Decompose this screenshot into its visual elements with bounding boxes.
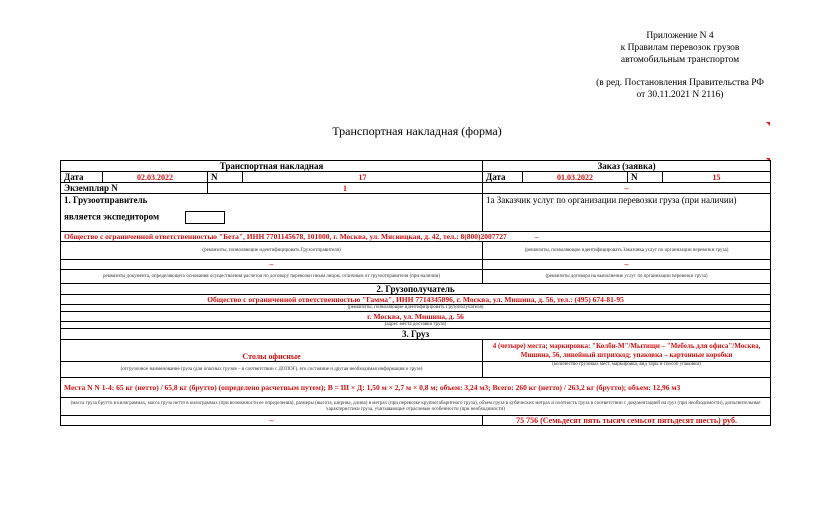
cargo-price: 75 756 (Семьдесят пять тысяч семьсот пятьдесят шесть) руб.: [483, 416, 771, 426]
waybill-number-label: N: [208, 172, 243, 183]
document-title: Транспортная накладная (форма): [332, 124, 502, 138]
shipper-section-title: 1. Грузоотправитель: [64, 195, 148, 205]
waybill-date-label: Дата: [61, 172, 103, 183]
edition-line-1: (в ред. Постановления Правительства РФ: [596, 78, 764, 88]
shipper-doc-value: –: [61, 260, 483, 270]
waybill-form: [60, 160, 771, 426]
order-date-label: Дата: [483, 172, 523, 183]
cargo-section-title: 3. Груз: [61, 329, 771, 340]
shipper-caption: (реквизиты, позволяющие идентифицировать Грузоотправителя): [61, 242, 483, 260]
cargo-places: 4 (четыре) места; маркировка: "Колби-М"/Мытищи – "Мебель для офиса"/Москва, Мишина, 56, линейный штрихкод; упаковка – картонные коробки: [483, 340, 771, 362]
shipper-value: Общество с ограниченной ответственностью "Бета", ИНН 7701145678, 101000, г. Москва, ул. Мясницкая, д. 42, тел.: 8(800)2007727: [64, 232, 507, 241]
cargo-name: Столы офисные: [61, 340, 483, 362]
rules-line-2: автомобильным транспортом: [620, 55, 740, 65]
expeditor-row: [64, 211, 479, 224]
cargo-mass-caption: (масса груза брутто в килограммах, масса груза нетто в килограммах (при возможности ее определения), размеры (высота, ширина, длина) в метрах (при перевозке крупногабаритного груза), объем груза в кубических метрах и плотность груза в соответствии с документацией на груз (при необходимости), дополнительные характеристики груза, учитывающие отраслевые особенности (при необходимости): [61, 398, 771, 416]
red-corner-mark: [766, 122, 770, 126]
copy-value: 1: [208, 183, 483, 194]
consignee-address-caption: (адрес места доставки груза): [61, 322, 771, 329]
customer-contract-value: –: [483, 260, 771, 270]
order-date-value: 01.03.2022: [523, 172, 628, 183]
appendix-number: Приложение N 4: [646, 31, 714, 41]
customer-contract-caption: (реквизиты договора на выполнение услуг по организации перевозки груза): [483, 270, 771, 284]
cargo-mass: Места N N 1-4: 65 кг (нетто) / 65,8 кг (брутто) (определено расчетным путем); В = Ш × Д: 1,50 м × 2,7 м × 0,8 м; объем: 3,24 м3; Всего: 260 кг (нетто) / 263,2 кг (брутто); объем: 12,96 м3: [61, 378, 771, 398]
expeditor-checkbox[interactable]: [185, 211, 225, 224]
order-heading: Заказ (заявка): [483, 161, 771, 172]
customer-section-title: 1а Заказчик услуг по организации перевозки груза (при наличии): [483, 194, 771, 232]
order-dash: –: [483, 183, 771, 194]
waybill-number-value: 17: [243, 172, 483, 183]
shipper-section: [61, 194, 483, 232]
waybill-date-value: 02.03.2022: [103, 172, 208, 183]
customer-value: –: [534, 232, 539, 241]
shipper-and-customer-values: [61, 232, 771, 242]
copy-label: Экземпляр N: [61, 183, 208, 194]
appendix-header: [590, 30, 770, 101]
consignee-address: г. Москва, ул. Мишина, д. 56: [61, 312, 771, 322]
consignee-caption: (реквизиты, позволяющие идентифицировать Грузополучателя): [61, 305, 771, 312]
rules-line-1: к Правилам перевозок грузов: [620, 43, 740, 53]
cargo-docs-value: –: [61, 416, 483, 426]
consignee-section-title: 2. Грузополучатель: [61, 284, 771, 295]
shipper-doc-caption: реквизиты документа, определяющего основания осуществления расчетов по договору перевозки иным лицом, отличным от грузоотправителя (при наличии): [61, 270, 483, 284]
waybill-heading: Транспортная накладная: [61, 161, 483, 172]
order-number-value: 15: [663, 172, 771, 183]
order-number-label: N: [628, 172, 663, 183]
cargo-places-caption: (количество грузовых мест, маркировка, вид тары и способ упаковки): [483, 362, 771, 378]
consignee-value: Общество с ограниченной ответственностью "Гамма", ИНН 7714345896, г. Москва, ул. Мишина, д. 56, тел.: (495) 674-81-95: [61, 295, 771, 305]
expeditor-label: является экспедитором: [64, 211, 160, 222]
edition-line-2: от 30.11.2021 N 2116): [636, 90, 724, 100]
customer-caption: (реквизиты, позволяющие идентифицировать Заказчика услуг по организации перевозки груза): [483, 242, 771, 260]
cargo-name-caption: (отгрузочное наименование груза (для опасных грузов – в соответствии с ДОПОГ), его состояние и другая необходимая информация о грузе): [61, 362, 483, 378]
